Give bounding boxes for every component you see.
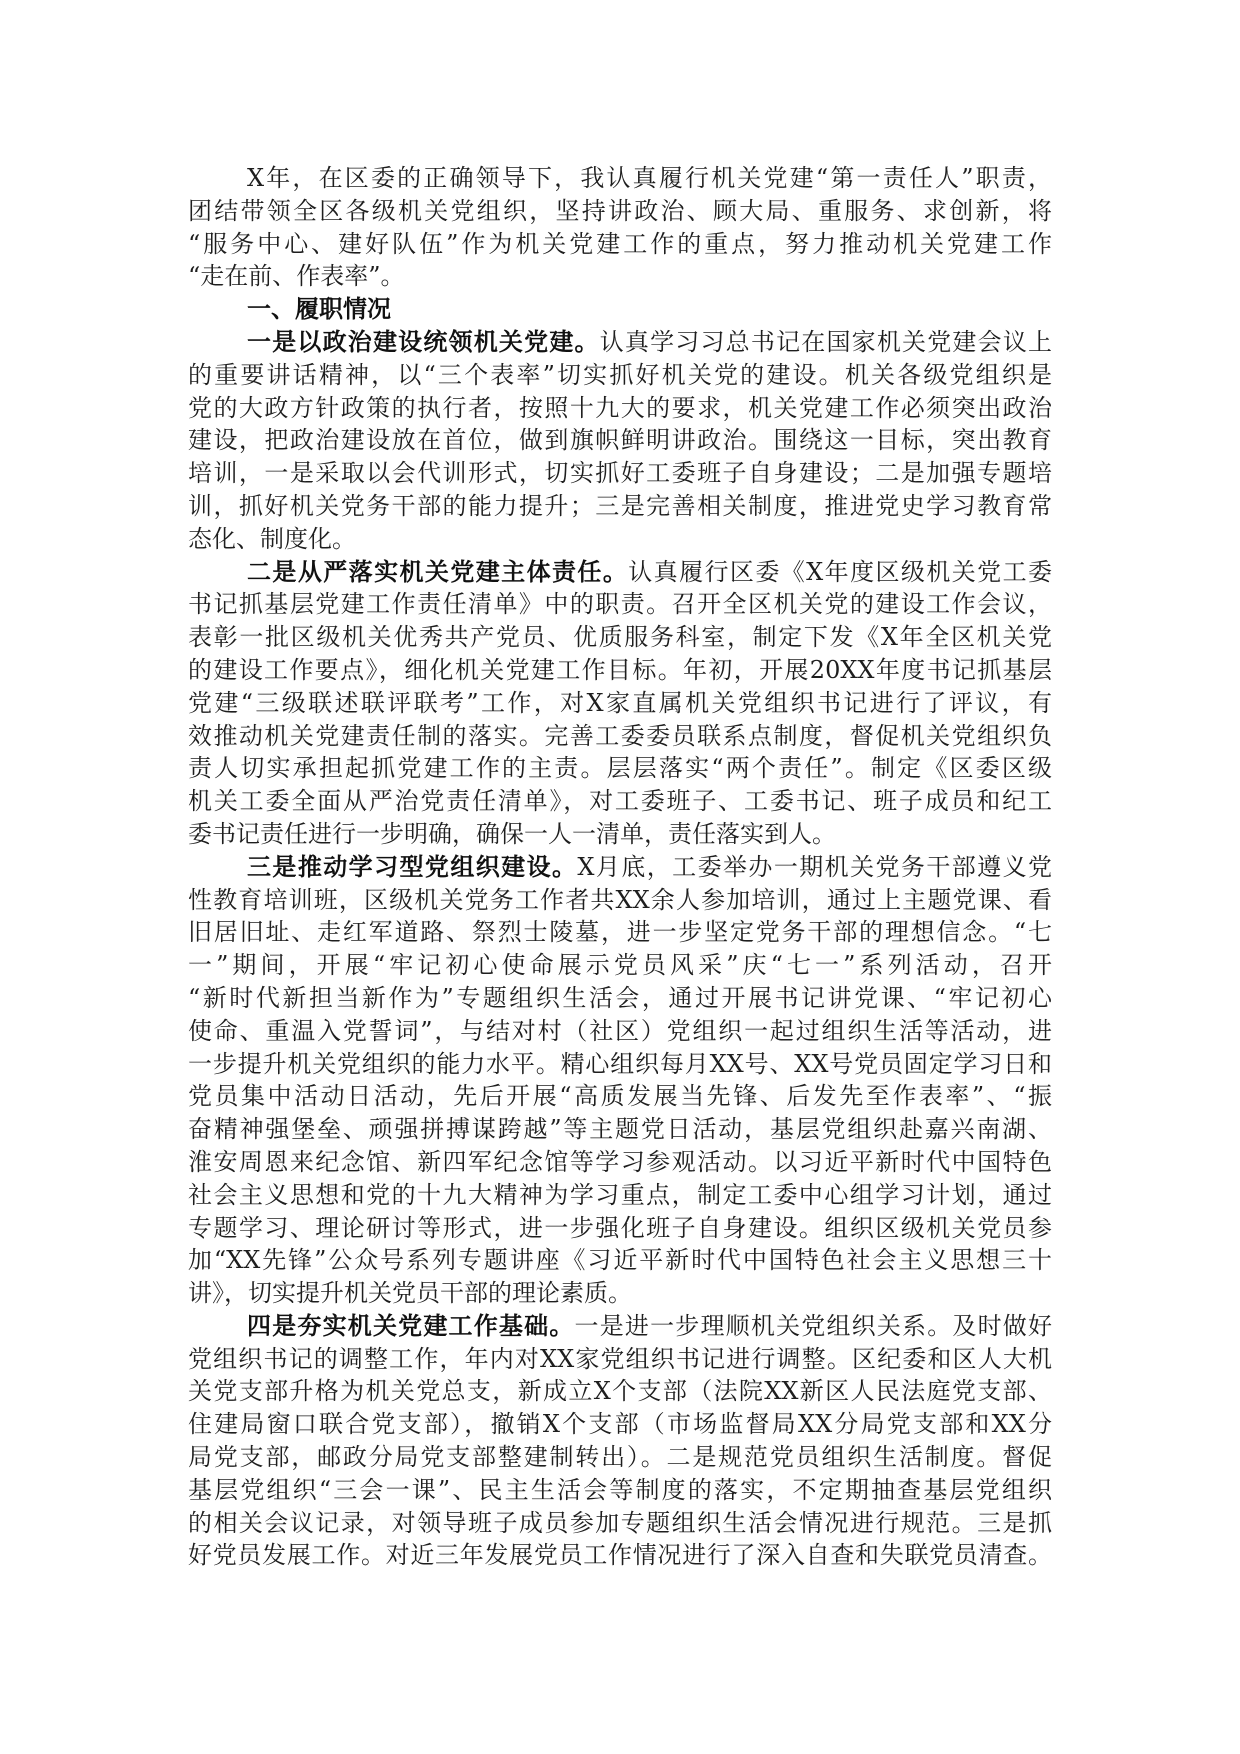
text-line: 一”期间，开展“牢记初心使命展示党员风采”庆“七一”系列活动，召开 — [188, 951, 1052, 980]
text-line: 态化、制度化。 — [188, 524, 356, 553]
text-line — [188, 1310, 1052, 1343]
paragraph-lead: 二是从严落实机关党建主体责任。 — [247, 556, 629, 586]
text-line: 团结带领全区各级机关党组织，坚持讲政治、顾大局、重服务、求创新，将 — [188, 196, 1052, 225]
text-line: 党建“三级联述联评联考”工作，对X家直属机关党组织书记进行了评议，有 — [188, 688, 1052, 717]
text-line: 社会主义思想和党的十九大精神为学习重点，制定工委中心组学习计划，通过 — [188, 1180, 1052, 1209]
text-line: “走在前、作表率”。 — [188, 262, 405, 291]
text-line: 效推动机关党建责任制的落实。完善工委委员联系点制度，督促机关党组织负 — [188, 721, 1052, 750]
text-line: 的重要讲话精神，以“三个表率”切实抓好机关党的建设。机关各级党组织是 — [188, 360, 1052, 389]
text-line: 好党员发展工作。对近三年发展党员工作情况进行了深入自查和失联党员清查。 — [188, 1541, 1052, 1570]
text-line: 委书记责任进行一步明确，确保一人一清单，责任落实到人。 — [188, 819, 836, 848]
paragraph-text: X月底，工委举办一期机关党务干部遵义党 — [577, 852, 1053, 881]
text-line: 一步提升机关党组织的能力水平。精心组织每月XX号、XX号党员固定学习日和 — [188, 1049, 1052, 1078]
text-line: 表彰一批区级机关优秀共产党员、优质服务科室，制定下发《X年全区机关党 — [188, 623, 1052, 652]
text-line: 专题学习、理论研讨等形式，进一步强化班子自身建设。组织区级机关党员参 — [188, 1213, 1052, 1242]
text-line: 淮安周恩来纪念馆、新四军纪念馆等学习参观活动。以习近平新时代中国特色 — [188, 1147, 1052, 1176]
text-line: “服务中心、建好队伍”作为机关党建工作的重点，努力推动机关党建工作 — [188, 229, 1052, 258]
text-line: 建设，把政治建设放在首位，做到旗帜鲜明讲政治。围绕这一目标，突出教育 — [188, 426, 1052, 455]
text-line: 训，抓好机关党务干部的能力提升；三是完善相关制度，推进党史学习教育常 — [188, 491, 1052, 520]
text-line: 住建局窗口联合党支部），撤销X个支部（市场监督局XX分局党支部和XX分 — [188, 1410, 1052, 1439]
paragraph-text: 认真学习习总书记在国家机关党建会议上 — [599, 327, 1053, 356]
text-line: 书记抓基层党建工作责任清单》中的职责。召开全区机关党的建设工作会议， — [188, 590, 1052, 619]
paragraph-learning-organization — [188, 851, 1052, 1310]
text-line: 党员集中活动日活动，先后开展“高质发展当先锋、后发先至作表率”、“振 — [188, 1082, 1052, 1111]
text-line: 性教育培训班，区级机关党务工作者共XX余人参加培训，通过上主题党课、看 — [188, 885, 1052, 914]
text-line: 旧居旧址、走红军道路、祭烈士陵墓，进一步坚定党务干部的理想信念。“七 — [188, 918, 1052, 947]
text-line: 局党支部，邮政分局党支部整建制转出）。二是规范党员组织生活制度。督促 — [188, 1443, 1052, 1472]
text-line: 责人切实承担起抓党建工作的主责。层层落实“两个责任”。制定《区委区级 — [188, 754, 1052, 783]
text-line: 党组织书记的调整工作，年内对XX家党组织书记进行调整。区纪委和区人大机 — [188, 1344, 1052, 1373]
text-line: 基层党组织“三会一课”、民主生活会等制度的落实，不定期抽查基层党组织 — [188, 1475, 1052, 1504]
document-page — [188, 162, 1052, 1572]
paragraph-lead: 四是夯实机关党建工作基础。 — [247, 1310, 575, 1340]
paragraph-text: 认真履行区委《X年度区级机关党工委 — [628, 557, 1052, 586]
text-line: 讲》，切实提升机关党员干部的理论素质。 — [188, 1279, 632, 1308]
text-line — [188, 556, 1052, 589]
text-line: “新时代新担当新作为”专题组织生活会，通过开展书记讲党课、“牢记初心 — [188, 983, 1052, 1012]
paragraph-text: 一是进一步理顺机关党组织关系。及时做好 — [574, 1311, 1052, 1340]
text-line: 的建设工作要点》，细化机关党建工作目标。年初，开展20XX年度书记抓基层 — [188, 655, 1052, 684]
text-line — [188, 326, 1052, 359]
text-line: 的相关会议记录，对领导班子成员参加专题组织生活会情况进行规范。三是抓 — [188, 1508, 1052, 1537]
text-line: X年，在区委的正确领导下，我认真履行机关党建“第一责任人”职责， — [247, 164, 1052, 192]
text-line: 使命、重温入党誓词”，与结对村（社区）党组织一起过组织生活等活动，进 — [188, 1016, 1052, 1045]
paragraph-political-building — [188, 326, 1052, 556]
text-line: 奋精神强堡垒、顽强拼搏谋跨越”等主题党日活动，基层党组织赴嘉兴南湖、 — [188, 1115, 1052, 1144]
text-line: 关党支部升格为机关党总支，新成立X个支部（法院XX新区人民法庭党支部、 — [188, 1377, 1052, 1406]
text-line: 机关工委全面从严治党责任清单》，对工委班子、工委书记、班子成员和纪工 — [188, 787, 1052, 816]
paragraph-responsibility — [188, 556, 1052, 851]
text-line — [188, 851, 1052, 884]
paragraph-lead: 一是以政治建设统领机关党建。 — [247, 326, 600, 356]
section-heading: 一、履职情况 — [247, 294, 391, 324]
paragraph-foundation — [188, 1310, 1052, 1572]
text-line: 党的大政方针政策的执行者，按照十九大的要求，机关党建工作必须突出政治 — [188, 393, 1052, 422]
paragraph-lead: 三是推动学习型党组织建设。 — [247, 851, 578, 881]
intro-paragraph — [188, 162, 1052, 293]
text-line: 加“XX先锋”公众号系列专题讲座《习近平新时代中国特色社会主义思想三十 — [188, 1246, 1052, 1275]
text-line: 培训，一是采取以会代训形式，切实抓好工委班子自身建设；二是加强专题培 — [188, 459, 1052, 488]
